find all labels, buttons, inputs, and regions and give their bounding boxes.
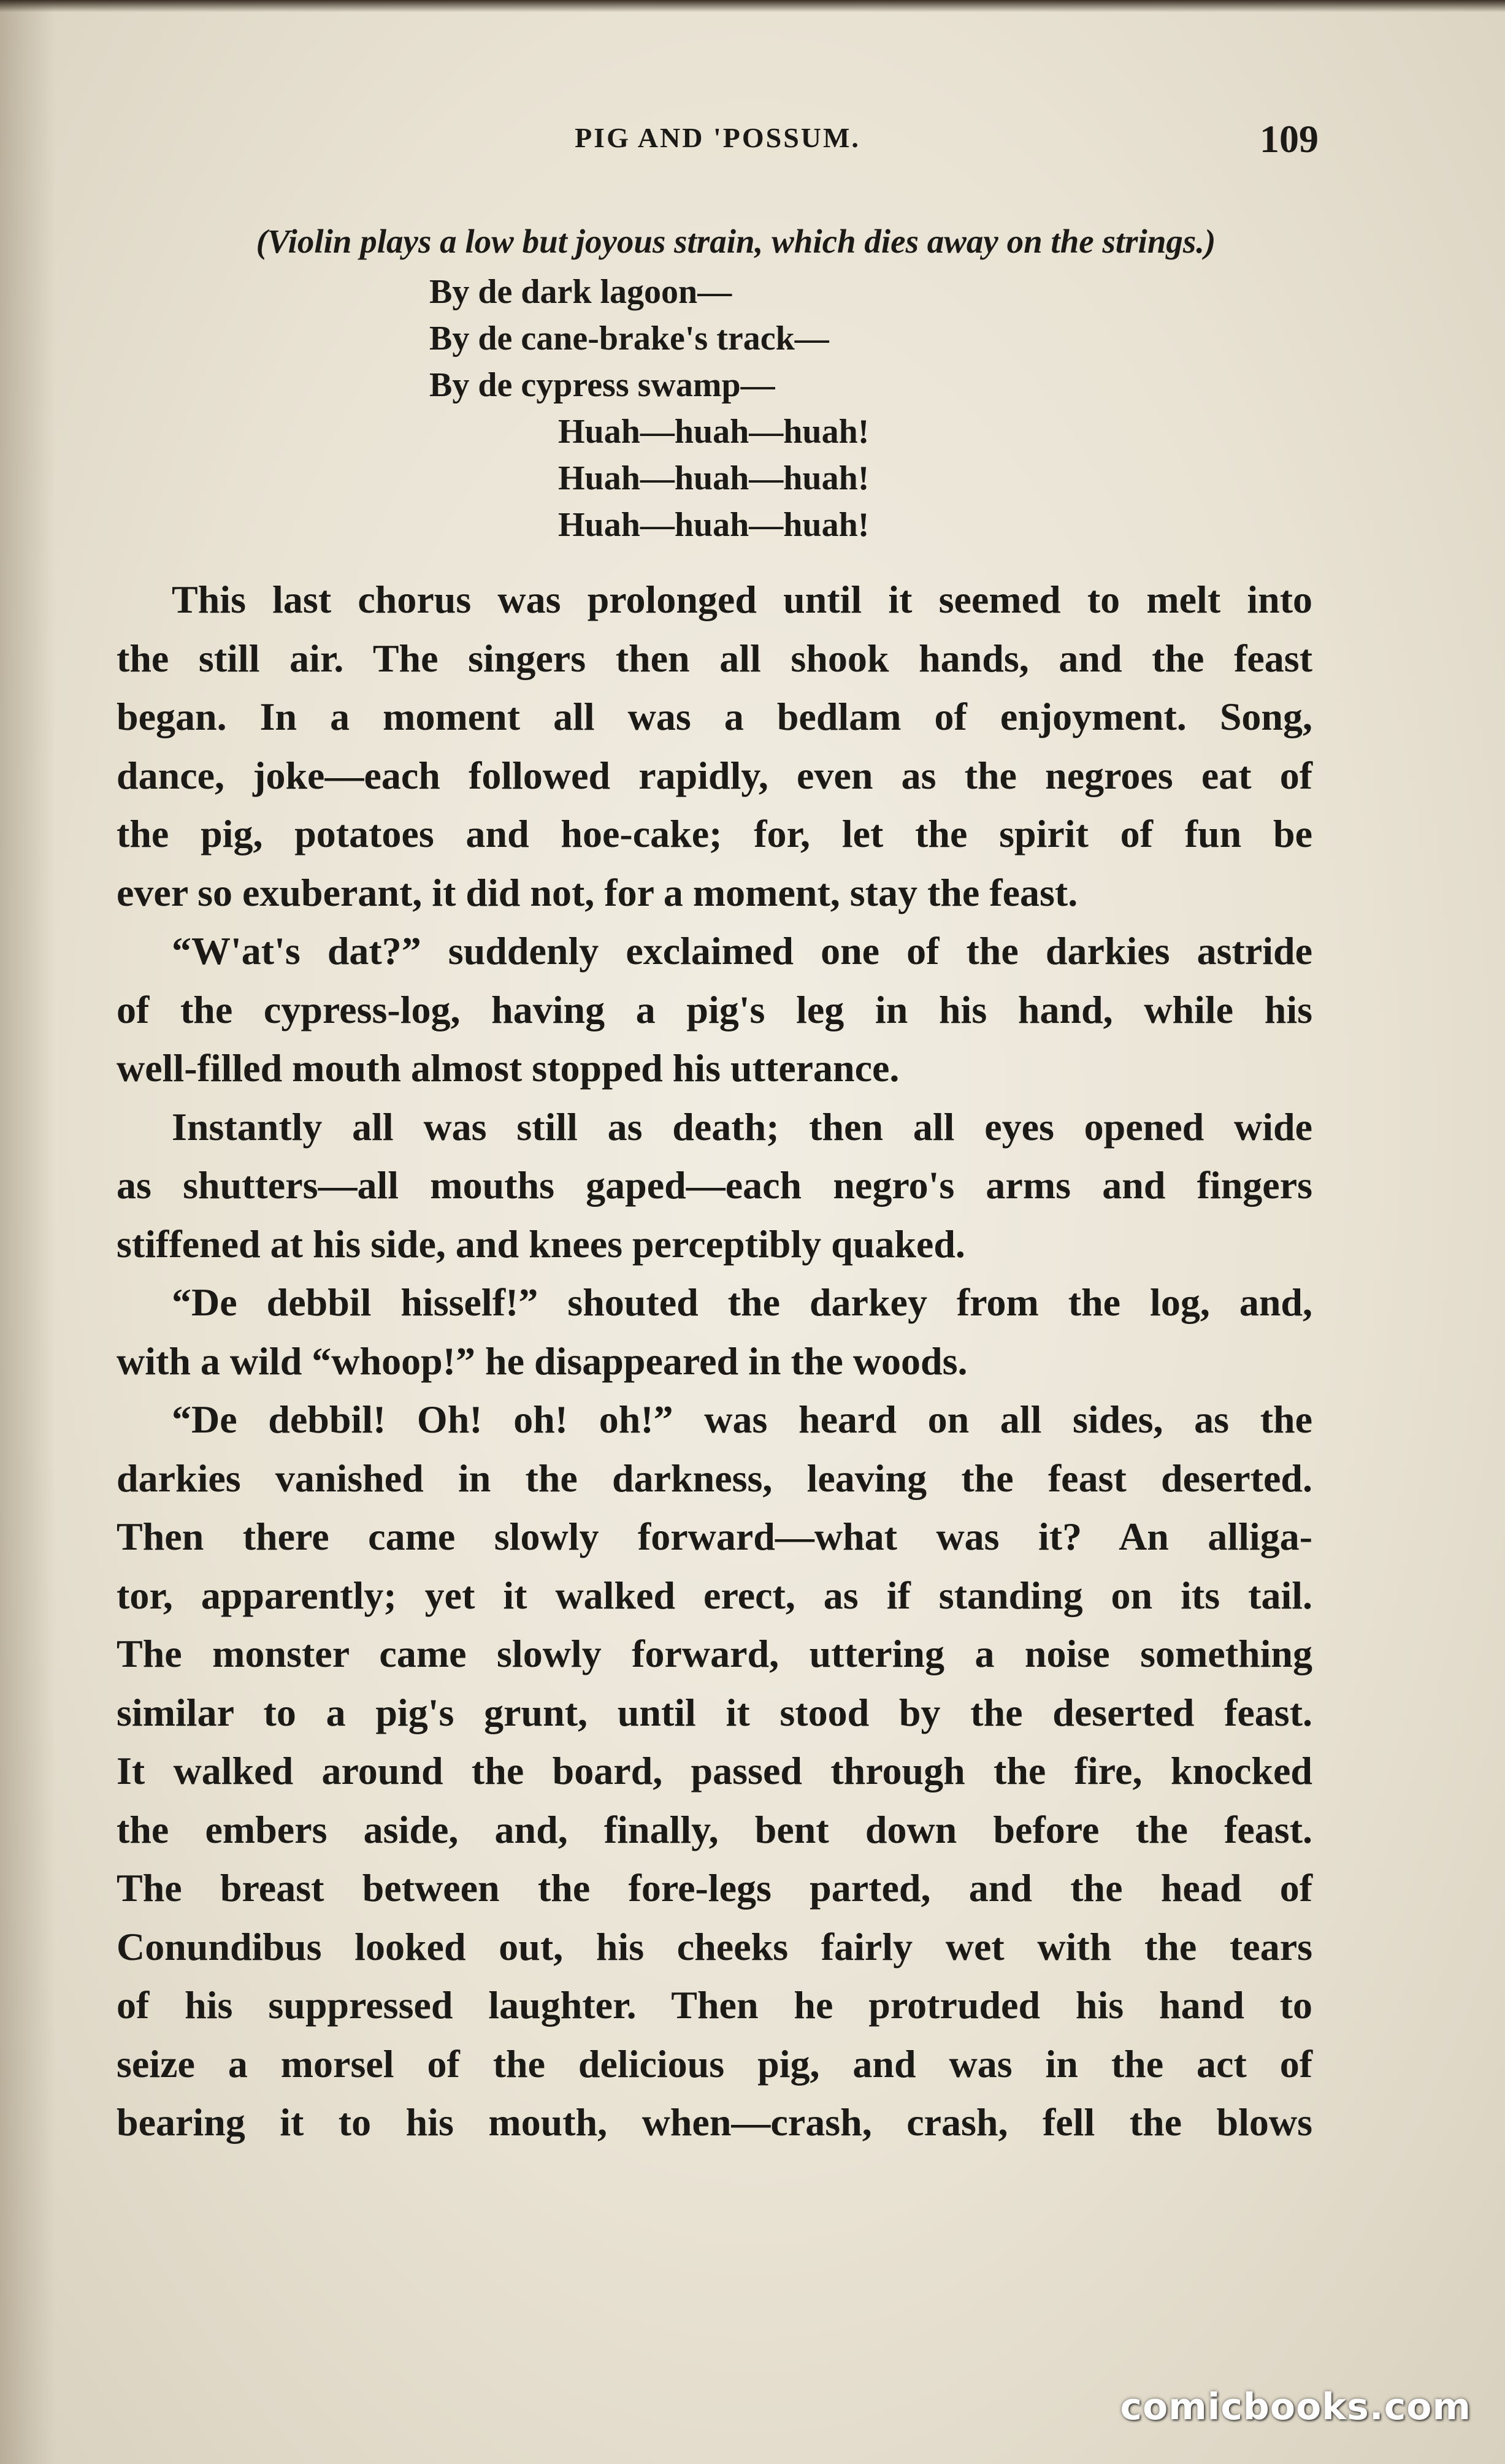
paragraph: [117, 922, 1312, 1098]
page-header: [117, 117, 1319, 172]
text-line: “De debbil hisself!” shouted the darkey from the log, and,: [172, 1280, 1312, 1324]
text-line: bearing it to his mouth, when—crash, crash, fell the blows: [117, 2100, 1312, 2144]
text-line: Conundibus looked out, his cheeks fairly wet with the tears: [117, 1924, 1312, 1969]
paragraph: [117, 1390, 1312, 2152]
verse-line: Huah—huah—huah!: [558, 459, 870, 497]
verse-line: By de cypress swamp—: [429, 366, 775, 404]
text-line: It walked around the board, passed through the fire, knocked: [117, 1749, 1312, 1793]
text-line: the still air. The singers then all shook hands, and the feast: [117, 636, 1312, 680]
text-line: seize a morsel of the delicious pig, and was in the act of: [117, 2041, 1312, 2086]
text-line: darkies vanished in the darkness, leaving the feast deserted.: [117, 1456, 1312, 1500]
text-line: well-filled mouth almost stopped his utterance.: [117, 1046, 900, 1090]
text-line: “De debbil! Oh! oh! oh!” was heard on all sides, as the: [172, 1398, 1312, 1441]
text-line: of his suppressed laughter. Then he protruded his hand to: [117, 1983, 1312, 2027]
text-line: tor, apparently; yet it walked erect, as if standing on its tail.: [117, 1573, 1312, 1617]
text-line: ever so exuberant, it did not, for a moment, stay the feast.: [117, 870, 1078, 914]
paragraph: [117, 1273, 1312, 1390]
text-line: the embers aside, and, finally, bent down before the feast.: [117, 1807, 1312, 1851]
text-line: This last chorus was prolonged until it seemed to melt into: [172, 578, 1312, 621]
body-text: [117, 570, 1312, 2152]
text-line: Instantly all was still as death; then all eyes opened wide: [172, 1104, 1312, 1149]
stage-direction: (Violin plays a low but joyous strain, which dies away on the strings.): [256, 223, 1216, 260]
running-head: PIG AND 'POSSUM.: [575, 122, 860, 153]
text-line: began. In a moment all was a bedlam of enjoyment. Song,: [117, 695, 1312, 738]
text-line: “W'at's dat?” suddenly exclaimed one of the darkies astride: [172, 929, 1312, 973]
scan-edge: [0, 0, 1505, 12]
text-line: The monster came slowly forward, uttering a noise something: [117, 1632, 1312, 1675]
paragraph: [117, 1098, 1312, 1274]
watermark: comicbooks.com: [1120, 2386, 1471, 2428]
text-line: of the cypress-log, having a pig's leg in his hand, while his: [117, 987, 1312, 1031]
gutter-shadow: [0, 0, 55, 2464]
text-line: similar to a pig's grunt, until it stood by the deserted feast.: [117, 1690, 1312, 1734]
verse-line: Huah—huah—huah!: [558, 506, 870, 544]
text-line: stiffened at his side, and knees perceptibly quaked.: [117, 1222, 965, 1266]
text-line: the pig, potatoes and hoe-cake; for, let the spirit of fun be: [117, 812, 1312, 855]
verse-line: Huah—huah—huah!: [558, 413, 870, 451]
text-line: The breast between the fore-legs parted, and the head of: [117, 1866, 1312, 1910]
text-line: with a wild “whoop!” he disappeared in the woods.: [117, 1339, 968, 1383]
verse-line: By de cane-brake's track—: [429, 319, 829, 358]
text-line: as shutters—all mouths gaped—each negro's arms and fingers: [117, 1163, 1312, 1207]
paragraph: [117, 570, 1312, 922]
text-line: Then there came slowly forward—what was it? An alliga-: [117, 1515, 1312, 1558]
page-number: 109: [1260, 117, 1319, 161]
verse-block: [429, 269, 869, 548]
verse-line: By de dark lagoon—: [429, 273, 732, 311]
text-line: dance, joke—each followed rapidly, even as the negroes eat of: [117, 753, 1312, 797]
